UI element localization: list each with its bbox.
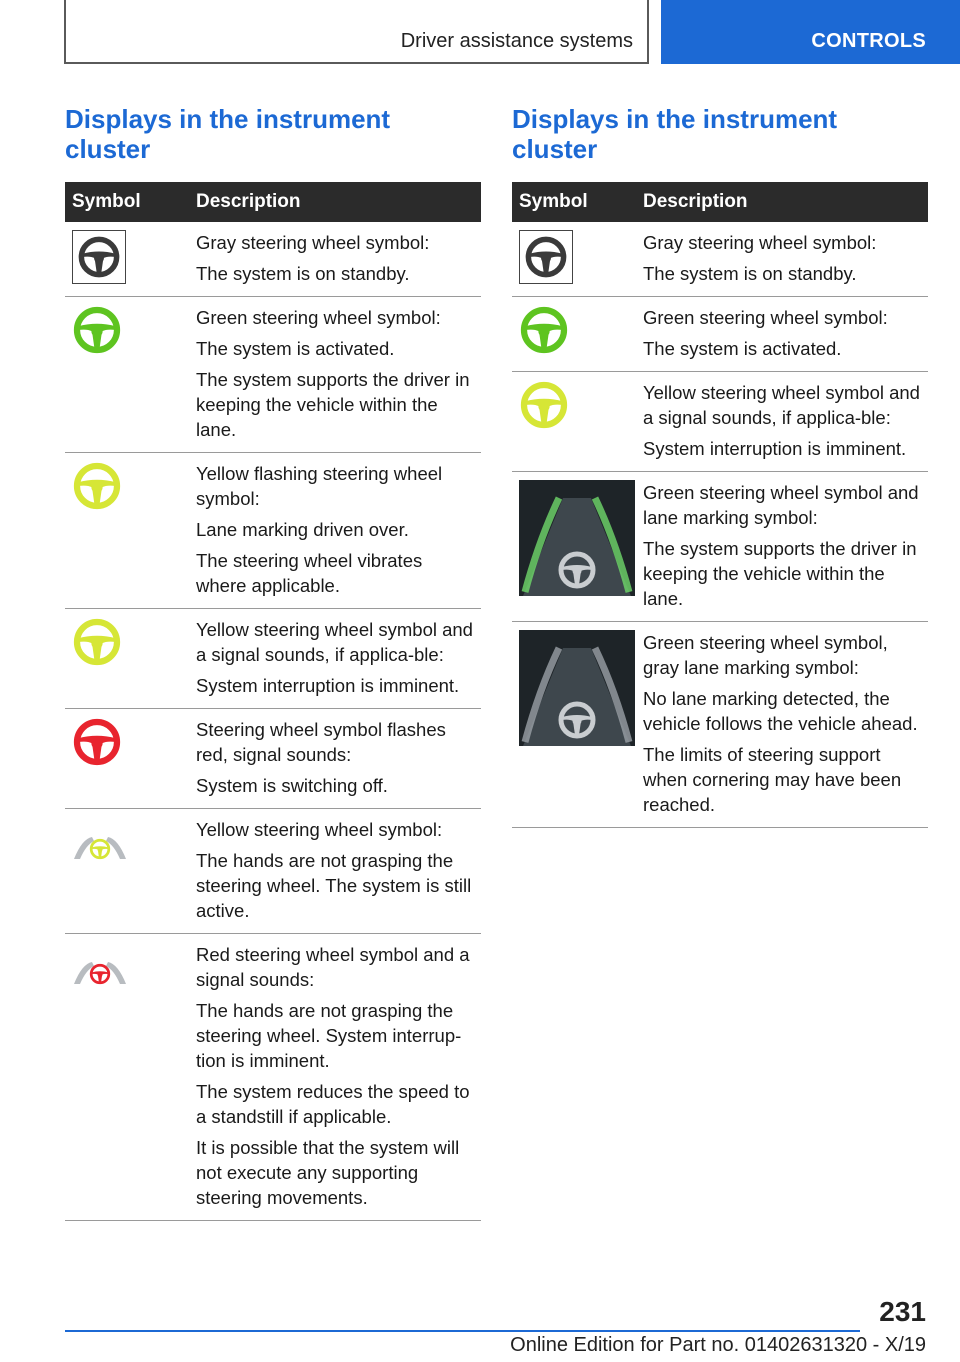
description-text: System interruption is imminent.: [196, 675, 460, 696]
description-text: Red steering wheel symbol and a signal sounds:: [196, 944, 470, 990]
description-cell: [636, 480, 928, 611]
green-steering-wheel-icon: [72, 305, 128, 361]
lane-marking-gray-icon: [519, 630, 635, 746]
header-section-box: [64, 0, 649, 64]
description-text: The system supports the driver in keeping the vehicle within the lane.: [643, 538, 917, 609]
description-text: The system supports the driver in keeping the vehicle within the lane.: [196, 369, 470, 440]
description-column-header: Description: [643, 191, 748, 212]
description-text: No lane marking detected, the vehicle follows the vehicle ahead.: [643, 688, 918, 734]
description-text: The hands are not grasping the steering wheel. The system is still active.: [196, 850, 472, 921]
description-cell: [189, 717, 481, 798]
table-row: [65, 709, 481, 809]
right-table-header: [512, 182, 928, 222]
header-chapter-tab[interactable]: [661, 0, 960, 64]
description-text: The system is on standby.: [196, 263, 410, 284]
symbol-cell: [65, 717, 189, 798]
table-row: [65, 453, 481, 609]
yellow-hands-on-wheel-icon: [72, 829, 128, 865]
description-text: Yellow steering wheel symbol and a signal sounds, if applica‐ble:: [196, 619, 473, 665]
description-text: Green steering wheel symbol:: [643, 307, 888, 328]
table-row: [512, 622, 928, 828]
description-cell: [636, 630, 928, 817]
symbol-cell: [512, 305, 636, 361]
yellow-steering-wheel-icon: [519, 380, 575, 436]
description-cell: [636, 305, 928, 361]
symbol-cell: [512, 630, 636, 817]
table-row: [512, 297, 928, 372]
description-text: System is switching off.: [196, 775, 388, 796]
yellow-steering-wheel-icon: [72, 461, 128, 517]
header-section-title: Driver assistance systems: [400, 30, 633, 52]
right-table-body: [512, 222, 928, 828]
right-column: [512, 104, 928, 828]
description-cell: [189, 461, 481, 598]
description-text: Green steering wheel symbol and lane marking symbol:: [643, 482, 919, 528]
description-text: Yellow steering wheel symbol and a signal sounds, if applica‐ble:: [643, 382, 920, 428]
header-chapter-label: CONTROLS: [811, 30, 926, 52]
table-row: [512, 472, 928, 622]
symbol-cell: [65, 305, 189, 442]
description-cell: [189, 230, 481, 286]
gray-steering-wheel-icon: [72, 230, 126, 284]
description-cell: [189, 817, 481, 923]
symbol-cell: [512, 480, 636, 611]
table-row: [65, 297, 481, 453]
description-text: System interruption is imminent.: [643, 438, 907, 459]
description-text: Yellow steering wheel symbol:: [196, 819, 443, 840]
description-cell: [189, 305, 481, 442]
table-row: [65, 809, 481, 934]
description-text: Yellow flashing steering wheel symbol:: [196, 463, 443, 509]
red-steering-wheel-icon: [72, 717, 128, 773]
symbol-cell: [65, 817, 189, 923]
green-steering-wheel-icon: [519, 305, 575, 361]
description-cell: [189, 942, 481, 1210]
description-text: The hands are not grasping the steering wheel. System interrup‐tion is imminent.: [196, 1000, 462, 1071]
description-text: The system reduces the speed to a standstill if applicable.: [196, 1081, 470, 1127]
description-column-header: Description: [196, 191, 301, 212]
table-row: [65, 222, 481, 297]
description-cell: [189, 617, 481, 698]
symbol-cell: [65, 617, 189, 698]
table-row: [65, 609, 481, 709]
table-row: [65, 934, 481, 1221]
description-text: It is possible that the system will not execute any supporting steering movements.: [196, 1137, 460, 1208]
page-number: 231: [879, 1296, 926, 1327]
table-row: [512, 222, 928, 297]
description-text: The steering wheel vibrates where applicable.: [196, 550, 423, 596]
table-row: [512, 372, 928, 472]
description-text: Green steering wheel symbol, gray lane marking symbol:: [643, 632, 888, 678]
symbol-column-header: Symbol: [519, 191, 588, 212]
left-heading: Displays in the instrument cluster: [65, 104, 391, 164]
footer-divider: [65, 1330, 860, 1332]
description-text: Steering wheel symbol flashes red, signal sounds:: [196, 719, 446, 765]
description-text: Lane marking driven over.: [196, 519, 409, 540]
lane-marking-green-icon: [519, 480, 635, 596]
description-text: Gray steering wheel symbol:: [196, 232, 430, 253]
symbol-column-header: Symbol: [72, 191, 141, 212]
symbol-cell: [512, 380, 636, 461]
description-text: The system is activated.: [196, 338, 395, 359]
description-text: Gray steering wheel symbol:: [643, 232, 877, 253]
description-cell: [636, 230, 928, 286]
symbol-cell: [65, 230, 189, 286]
edition-note: Online Edition for Part no. 01402631320 - X/19: [510, 1334, 926, 1356]
right-heading: Displays in the instrument cluster: [512, 104, 838, 164]
red-hands-on-wheel-icon: [72, 954, 128, 990]
symbol-cell: [512, 230, 636, 286]
left-table-header: [65, 182, 481, 222]
description-text: The system is activated.: [643, 338, 842, 359]
description-text: The limits of steering support when cornering may have been reached.: [643, 744, 902, 815]
description-text: The system is on standby.: [643, 263, 857, 284]
symbol-cell: [65, 461, 189, 598]
left-table-body: [65, 222, 481, 1221]
description-text: Green steering wheel symbol:: [196, 307, 441, 328]
description-cell: [636, 380, 928, 461]
yellow-steering-wheel-icon: [72, 617, 128, 673]
gray-steering-wheel-icon: [519, 230, 573, 284]
left-column: [65, 104, 481, 1221]
symbol-cell: [65, 942, 189, 1210]
